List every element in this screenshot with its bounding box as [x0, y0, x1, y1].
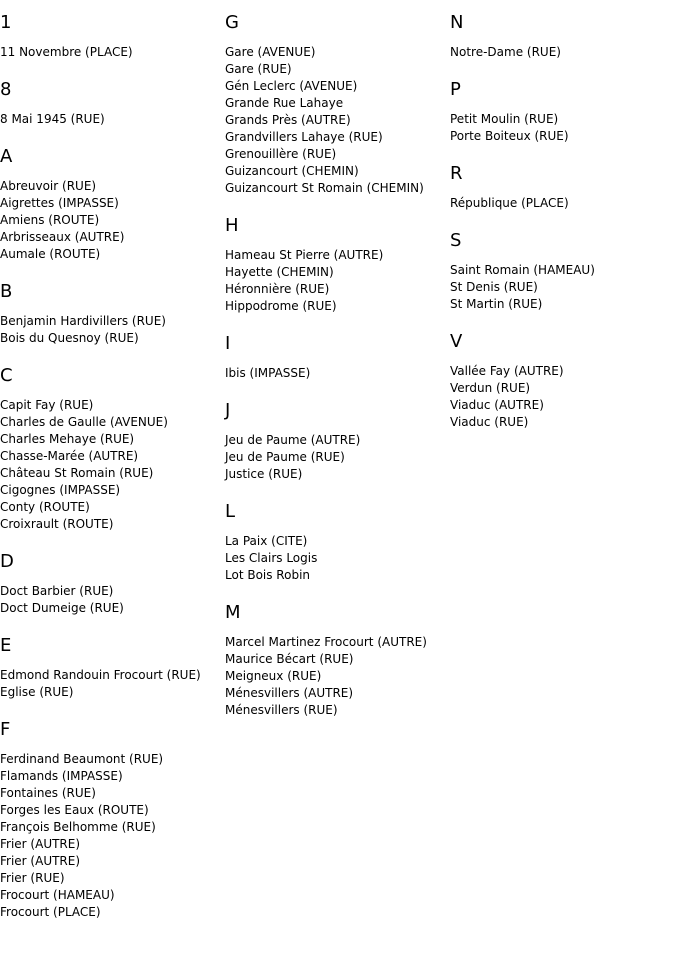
street-link[interactable]: Ménesvillers (RUE) [225, 703, 338, 717]
street-link[interactable]: Petit Moulin (RUE) [450, 112, 559, 126]
street-link[interactable]: Gare (RUE) [225, 62, 292, 76]
street-link[interactable]: Frier (AUTRE) [0, 837, 81, 851]
letter-heading: N [450, 12, 464, 33]
street-list [225, 44, 450, 197]
letter-heading: P [450, 79, 461, 100]
letter-group [225, 501, 450, 584]
street-link[interactable]: Frier (RUE) [0, 871, 65, 885]
street-item [225, 95, 450, 112]
street-item [225, 567, 450, 584]
street-item [0, 819, 225, 836]
street-link[interactable]: Château St Romain (RUE) [0, 466, 154, 480]
street-item [450, 414, 675, 431]
street-item [0, 853, 225, 870]
street-item [225, 129, 450, 146]
letter-heading: S [450, 230, 462, 251]
street-link[interactable]: Flamands (IMPASSE) [0, 769, 123, 783]
letter-heading: G [225, 12, 239, 33]
street-item [225, 685, 450, 702]
street-item [450, 363, 675, 380]
letter-heading: F [0, 719, 11, 740]
letter-heading: D [0, 551, 14, 572]
street-list [0, 178, 225, 263]
street-item [0, 904, 225, 921]
street-link[interactable]: Justice (RUE) [225, 467, 303, 481]
street-item [0, 785, 225, 802]
street-item [0, 111, 225, 128]
street-item [225, 466, 450, 483]
street-item [0, 499, 225, 516]
street-link[interactable]: Gén Leclerc (AVENUE) [225, 79, 358, 93]
street-item [225, 264, 450, 281]
street-item [0, 465, 225, 482]
letter-heading: L [225, 501, 236, 522]
street-link[interactable]: Jeu de Paume (RUE) [225, 450, 345, 464]
street-item [450, 128, 675, 145]
street-item [0, 246, 225, 263]
street-link[interactable]: Viaduc (RUE) [450, 415, 529, 429]
street-item [225, 702, 450, 719]
street-item [225, 432, 450, 449]
street-link[interactable]: Bois du Quesnoy (RUE) [0, 331, 139, 345]
street-link[interactable]: Aigrettes (IMPASSE) [0, 196, 119, 210]
street-link[interactable]: Ibis (IMPASSE) [225, 366, 311, 380]
street-link[interactable]: Jeu de Paume (AUTRE) [225, 433, 361, 447]
street-link[interactable]: Edmond Randouin Frocourt (RUE) [0, 668, 201, 682]
street-link[interactable]: Frier (AUTRE) [0, 854, 81, 868]
letter-group [450, 79, 675, 145]
street-item [225, 180, 450, 197]
street-list [450, 195, 675, 212]
street-item [450, 296, 675, 313]
street-item [0, 836, 225, 853]
street-item [450, 380, 675, 397]
street-link[interactable]: Fontaines (RUE) [0, 786, 96, 800]
street-link[interactable]: François Belhomme (RUE) [0, 820, 156, 834]
letter-group [225, 215, 450, 315]
street-item [225, 61, 450, 78]
index-column-1 [0, 0, 225, 921]
street-item [0, 802, 225, 819]
street-link[interactable]: Héronnière (RUE) [225, 282, 330, 296]
street-link[interactable]: Eglise (RUE) [0, 685, 74, 699]
street-item [225, 651, 450, 668]
street-link[interactable]: Hippodrome (RUE) [225, 299, 337, 313]
street-link[interactable]: Grands Près (AUTRE) [225, 113, 351, 127]
letter-heading: I [225, 333, 231, 354]
street-item [0, 397, 225, 414]
street-item [225, 365, 450, 382]
street-link[interactable]: Forges les Eaux (ROUTE) [0, 803, 149, 817]
street-item [0, 195, 225, 212]
street-item [225, 247, 450, 264]
street-link[interactable]: Frocourt (PLACE) [0, 905, 101, 919]
street-list [225, 533, 450, 584]
letter-group [0, 12, 225, 61]
street-item [450, 111, 675, 128]
street-item [225, 449, 450, 466]
street-item [225, 281, 450, 298]
street-link[interactable]: Notre-Dame (RUE) [450, 45, 561, 59]
street-list [225, 365, 450, 382]
street-link[interactable]: 8 Mai 1945 (RUE) [0, 112, 105, 126]
letter-group [0, 635, 225, 701]
street-item [0, 583, 225, 600]
street-link[interactable]: Grandvillers Lahaye (RUE) [225, 130, 383, 144]
street-item [225, 44, 450, 61]
street-link[interactable]: Hameau St Pierre (AUTRE) [225, 248, 384, 262]
street-link[interactable]: Aumale (ROUTE) [0, 247, 101, 261]
letter-heading: R [450, 163, 463, 184]
street-link[interactable]: Ménesvillers (AUTRE) [225, 686, 354, 700]
street-item [0, 751, 225, 768]
letter-group [450, 230, 675, 313]
letter-group [0, 79, 225, 128]
letter-group [450, 12, 675, 61]
street-item [0, 44, 225, 61]
street-item [225, 146, 450, 163]
street-item [450, 262, 675, 279]
street-link[interactable]: Viaduc (AUTRE) [450, 398, 544, 412]
letter-heading: A [0, 146, 13, 167]
letter-heading: E [0, 635, 12, 656]
street-link[interactable]: 11 Novembre (PLACE) [0, 45, 133, 59]
street-item [0, 330, 225, 347]
street-link[interactable]: Doct Barbier (RUE) [0, 584, 114, 598]
street-link[interactable]: Conty (ROUTE) [0, 500, 90, 514]
street-list [450, 262, 675, 313]
street-item [450, 44, 675, 61]
letter-heading: J [225, 400, 231, 421]
street-item [0, 516, 225, 533]
street-link[interactable]: Croixrault (ROUTE) [0, 517, 114, 531]
street-link[interactable]: Charles de Gaulle (AVENUE) [0, 415, 168, 429]
street-item [225, 78, 450, 95]
street-item [0, 482, 225, 499]
letter-group [225, 12, 450, 197]
letter-heading: 8 [0, 79, 12, 100]
street-item [225, 112, 450, 129]
street-item [0, 431, 225, 448]
street-link[interactable]: Vallée Fay (AUTRE) [450, 364, 564, 378]
street-link[interactable]: Benjamin Hardivillers (RUE) [0, 314, 166, 328]
street-list [0, 667, 225, 701]
street-item [0, 870, 225, 887]
street-list [225, 247, 450, 315]
street-item [225, 298, 450, 315]
street-list [0, 313, 225, 347]
street-link[interactable]: Hayette (CHEMIN) [225, 265, 334, 279]
letter-heading: V [450, 331, 463, 352]
street-item [225, 668, 450, 685]
street-link[interactable]: Grande Rue Lahaye [225, 96, 344, 110]
street-list [225, 432, 450, 483]
letter-group [0, 365, 225, 533]
letter-heading: H [225, 215, 239, 236]
street-link[interactable]: Gare (AVENUE) [225, 45, 316, 59]
letter-group [0, 719, 225, 921]
street-link[interactable]: Abreuvoir (RUE) [0, 179, 97, 193]
letter-group [225, 333, 450, 382]
street-link[interactable]: Maurice Bécart (RUE) [225, 652, 354, 666]
street-link[interactable]: La Paix (CITE) [225, 534, 308, 548]
street-item [225, 550, 450, 567]
street-item [450, 279, 675, 296]
street-link[interactable]: Marcel Martinez Frocourt (AUTRE) [225, 635, 427, 649]
street-item [225, 634, 450, 651]
letter-heading: C [0, 365, 13, 386]
street-item [0, 667, 225, 684]
street-item [0, 212, 225, 229]
street-link[interactable]: Porte Boiteux (RUE) [450, 129, 569, 143]
street-item [225, 163, 450, 180]
street-item [450, 195, 675, 212]
street-link[interactable]: Frocourt (HAMEAU) [0, 888, 115, 902]
street-item [0, 178, 225, 195]
letter-group [450, 331, 675, 431]
street-link[interactable]: St Martin (RUE) [450, 297, 543, 311]
street-list [0, 397, 225, 533]
street-item [0, 448, 225, 465]
street-link[interactable]: Grenouillère (RUE) [225, 147, 337, 161]
street-link[interactable]: Capit Fay (RUE) [0, 398, 94, 412]
street-list [450, 44, 675, 61]
street-list [450, 363, 675, 431]
letter-group [0, 146, 225, 263]
street-item [225, 533, 450, 550]
street-link[interactable]: St Denis (RUE) [450, 280, 538, 294]
street-link[interactable]: Meigneux (RUE) [225, 669, 322, 683]
street-link[interactable]: République (PLACE) [450, 196, 569, 210]
street-list [0, 44, 225, 61]
street-list [0, 583, 225, 617]
letter-heading: M [225, 602, 241, 623]
street-item [0, 229, 225, 246]
letter-group [225, 602, 450, 719]
street-list [0, 751, 225, 921]
letter-group [0, 281, 225, 347]
street-link[interactable]: Verdun (RUE) [450, 381, 531, 395]
letter-heading: B [0, 281, 13, 302]
street-item [0, 768, 225, 785]
letter-group [0, 551, 225, 617]
letter-heading: 1 [0, 12, 12, 33]
street-list [450, 111, 675, 145]
street-link[interactable]: Arbrisseaux (AUTRE) [0, 230, 125, 244]
street-link[interactable]: Charles Mehaye (RUE) [0, 432, 135, 446]
street-link[interactable]: Cigognes (IMPASSE) [0, 483, 121, 497]
street-link[interactable]: Les Clairs Logis [225, 551, 318, 565]
street-list [0, 111, 225, 128]
index-column-2 [225, 0, 450, 719]
street-list [225, 634, 450, 719]
street-link[interactable]: Ferdinand Beaumont (RUE) [0, 752, 164, 766]
letter-group [225, 400, 450, 483]
street-item [0, 684, 225, 701]
street-item [0, 887, 225, 904]
street-link[interactable]: Chasse-Marée (AUTRE) [0, 449, 139, 463]
street-link[interactable]: Guizancourt St Romain (CHEMIN) [225, 181, 424, 195]
street-link[interactable]: Saint Romain (HAMEAU) [450, 263, 595, 277]
street-link[interactable]: Amiens (ROUTE) [0, 213, 100, 227]
index-column-3 [450, 0, 675, 431]
street-link[interactable]: Lot Bois Robin [225, 568, 311, 582]
street-link[interactable]: Doct Dumeige (RUE) [0, 601, 124, 615]
street-item [0, 414, 225, 431]
street-item [0, 600, 225, 617]
street-item [450, 397, 675, 414]
street-link[interactable]: Guizancourt (CHEMIN) [225, 164, 359, 178]
letter-group [450, 163, 675, 212]
street-item [0, 313, 225, 330]
